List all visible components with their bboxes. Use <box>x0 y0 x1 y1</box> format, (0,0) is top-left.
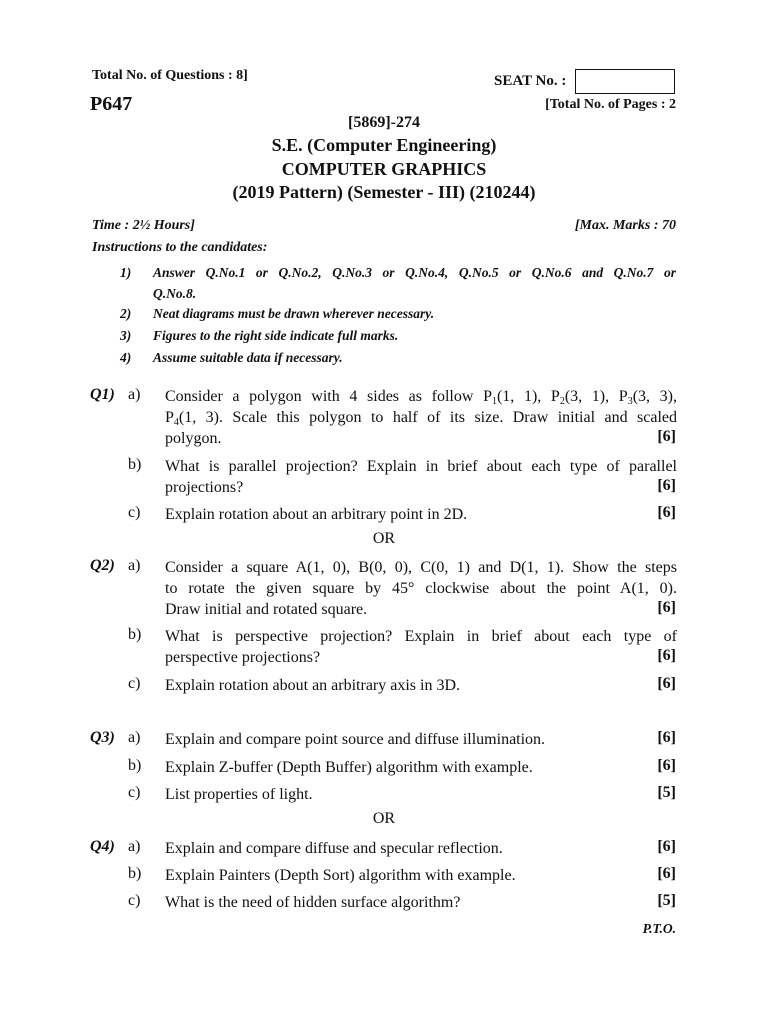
question-text-q4a: Explain and compare diffuse and specular reflection. <box>165 840 503 857</box>
question-text-q3c: List properties of light. <box>165 786 313 803</box>
instruction-item <box>120 303 676 324</box>
instruction-number: 2) <box>120 306 132 321</box>
marks-q4c: [5] <box>657 892 676 909</box>
exam-time: Time : 2½ Hours] <box>92 218 195 233</box>
subquestion-letter: a) <box>128 729 141 746</box>
instruction-text: Answer Q.No.1 or Q.No.2, Q.No.3 or Q.No.4, Q.No.5 or Q.No.6 and Q.No.7 or <box>153 265 676 280</box>
marks-q2c: [6] <box>657 675 676 692</box>
subquestion-letter: c) <box>128 504 141 521</box>
subquestion-letter: a) <box>128 386 141 403</box>
instruction-number: 4) <box>120 350 132 365</box>
subquestion-letter: a) <box>128 557 141 574</box>
marks-q4b: [6] <box>657 865 676 882</box>
course-title: S.E. (Computer Engineering) <box>271 135 497 155</box>
subquestion-letter: b) <box>128 865 142 882</box>
question-text-q1c: Explain rotation about an arbitrary point in 2D. <box>165 506 468 523</box>
exam-code: [5869]-274 <box>348 114 420 131</box>
question-label-q3: Q3) <box>90 729 115 746</box>
subquestion-letter: b) <box>128 626 142 643</box>
question-text-q2c: Explain rotation about an arbitrary axis in 3D. <box>165 677 461 694</box>
marks-q4a: [6] <box>657 838 676 855</box>
seat-number-box <box>575 69 675 94</box>
total-pages: [Total No. of Pages : 2 <box>545 97 676 112</box>
marks-q1a: [6] <box>657 428 676 445</box>
subquestion-letter: b) <box>128 456 142 473</box>
marks-q3a: [6] <box>657 729 676 746</box>
instruction-number: 1) <box>120 265 132 280</box>
instruction-text-cont: Q.No.8. <box>153 286 197 301</box>
subject-title: COMPUTER GRAPHICS <box>281 159 487 179</box>
subquestion-letter: b) <box>128 757 142 774</box>
marks-q1c: [6] <box>657 504 676 521</box>
instruction-item <box>120 262 676 304</box>
instruction-number: 3) <box>120 328 132 343</box>
instruction-text: Figures to the right side indicate full marks. <box>153 328 399 343</box>
question-text-q1a: Consider a polygon with 4 sides as follow $P_1(1$, 1), $P_2(3$, 1), $P_3(3$, 3), $P_4(1$, 3). Scale this polygon to half of its size. Draw initial and scaled polygon. <box>165 388 677 447</box>
subquestion-letter: a) <box>128 838 141 855</box>
instruction-item <box>120 347 676 368</box>
exam-pattern: (2019 Pattern) (Semester - III) (210244) <box>232 182 536 202</box>
please-turn-over: P.T.O. <box>642 921 676 936</box>
instruction-text: Assume suitable data if necessary. <box>153 350 343 365</box>
instruction-item <box>120 325 676 346</box>
max-marks: [Max. Marks : 70 <box>574 218 676 233</box>
marks-q2b: [6] <box>657 647 676 664</box>
question-text-q3a: Explain and compare point source and diffuse illumination. <box>165 731 546 748</box>
question-label-q1: Q1) <box>90 386 115 403</box>
instruction-text: Neat diagrams must be drawn wherever necessary. <box>153 306 435 321</box>
instructions-title: Instructions to the candidates: <box>92 240 268 255</box>
or-separator: OR <box>372 810 396 827</box>
or-separator: OR <box>372 530 396 547</box>
question-text-q3b: Explain Z-buffer (Depth Buffer) algorithm with example. <box>165 759 533 776</box>
marks-q3c: [5] <box>657 784 676 801</box>
question-label-q2: Q2) <box>90 557 115 574</box>
question-text-q1b: What is parallel projection? Explain in brief about each type of parallel projections? <box>165 458 677 496</box>
marks-q3b: [6] <box>657 757 676 774</box>
question-text-q4b: Explain Painters (Depth Sort) algorithm with example. <box>165 867 516 884</box>
seat-number-label: SEAT No. : <box>494 73 567 89</box>
subquestion-letter: c) <box>128 784 141 801</box>
question-text-q4c: What is the need of hidden surface algorithm? <box>165 894 461 911</box>
marks-q2a: [6] <box>657 599 676 616</box>
total-questions: Total No. of Questions : 8] <box>92 68 248 83</box>
question-text-q2b: What is perspective projection? Explain in brief about each type of perspective projections? <box>165 628 677 666</box>
subquestion-letter: c) <box>128 892 141 909</box>
subquestion-letter: c) <box>128 675 141 692</box>
question-text-q2a: Consider a square A(1, 0), B(0, 0), C(0, 1) and D(1, 1). Show the steps to rotate the given square by 45° clockwise about the point A(1, 0). Draw initial and rotated square. <box>165 559 677 618</box>
marks-q1b: [6] <box>657 477 676 494</box>
question-label-q4: Q4) <box>90 838 115 855</box>
paper-code: P647 <box>90 93 133 115</box>
